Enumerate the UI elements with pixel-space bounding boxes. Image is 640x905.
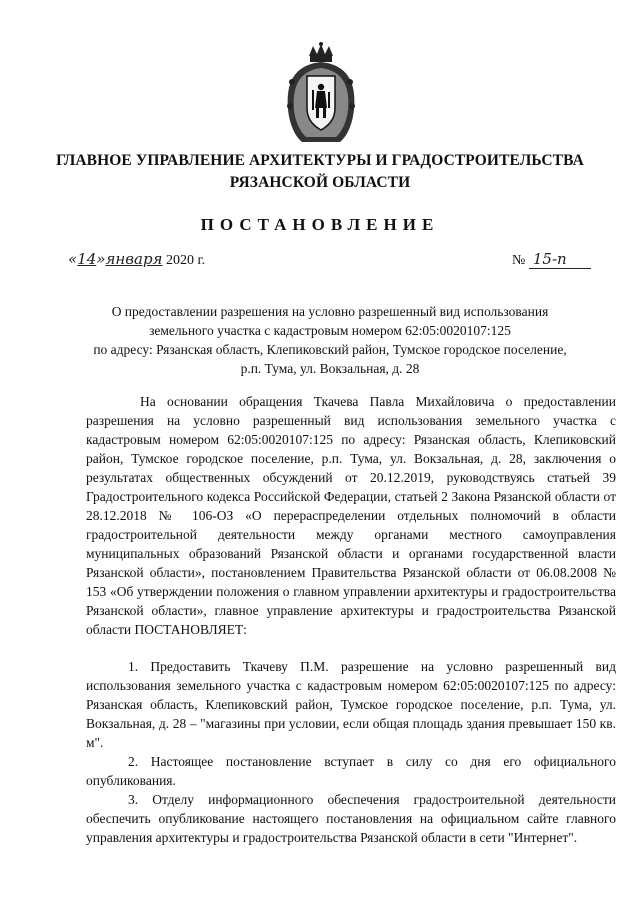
date-year: 2020 г.: [166, 253, 206, 268]
document-date: [68, 250, 205, 269]
date-close-quote: »: [96, 250, 106, 268]
coat-of-arms-icon: [282, 42, 360, 146]
document-number: [512, 250, 591, 269]
number-label: №: [512, 253, 526, 268]
org-line-1: ГЛАВНОЕ УПРАВЛЕНИЕ АРХИТЕКТУРЫ И ГРАДОСТРОИТЕЛЬСТВА: [56, 152, 584, 169]
document-type-title: ПОСТАНОВЛЕНИЕ: [200, 215, 440, 234]
paragraph-gap: [86, 639, 616, 657]
date-day: 14: [77, 250, 97, 268]
basis-paragraph: На основании обращения Ткачева Павла Михайловича о предоставлении разрешения на условно разрешенный вид использования земельного участка с кадастровым номером 62:05:0020107:125 по адресу: Рязанская область, Клепиковский район, Тумское городское поселение, р.п. Тума, ул. Вокзальная, д. 28, заключения о результатах общественных обсуждений от 20.12.2019, руководствуясь статьей 39 Градостроительного кодекса Российской Федерации, статьей 2 Закона Рязанской области от 28.12.2018 № 106-ОЗ «О перераспределении отдельных полномочий в области градостроительной деятельности между органами местного самоуправления муниципальных образований Рязанской области и органами государственной власти Рязанской области», постановлением Правительства Рязанской области от 06.08.2008 № 153 «Об утверждении положения о главном управлении архитектуры и градостроительства Рязанской области», главное управление архитектуры и градостроительства Рязанской области ПОСТАНОВЛЯЕТ:: [86, 394, 616, 637]
subject-line-3: по адресу: Рязанская область, Клепиковский район, Тумское городское поселение,: [93, 342, 567, 357]
resolution-item-2: 2. Настоящее постановление вступает в силу со дня его официального опубликования.: [86, 754, 616, 788]
issuing-authority: [40, 150, 600, 194]
resolution-item-3: 3. Отделу информационного обеспечения градостроительной деятельности обеспечить опубликование настоящего постановления на официальном сайте главного управления архитектуры и градостроительства Рязанской области в сети "Интернет".: [86, 792, 616, 845]
subject-line-2: земельного участка с кадастровым номером 62:05:0020107:125: [149, 323, 511, 338]
resolution-item-1: 1. Предоставить Ткачеву П.М. разрешение на условно разрешенный вид использования земельного участка с кадастровым номером 62:05:0020107:125 по адресу: Рязанская область, Клепиковский район, Тумское городское поселение, р.п. Тума, ул. Вокзальная, д. 28 – "магазины при условии, если общая площадь здания превышает 150 кв. м".: [86, 659, 616, 750]
date-month: января: [105, 250, 163, 268]
subject-line-1: О предоставлении разрешения на условно разрешенный вид использования: [111, 304, 549, 319]
document-body: [86, 392, 616, 847]
number-value: 15-п: [529, 250, 591, 269]
subject-line-4: р.п. Тума, ул. Вокзальная, д. 28: [240, 361, 420, 376]
org-line-2: РЯЗАНСКОЙ ОБЛАСТИ: [229, 174, 411, 191]
date-open-quote: «: [68, 250, 78, 268]
document-subject: [70, 302, 590, 378]
